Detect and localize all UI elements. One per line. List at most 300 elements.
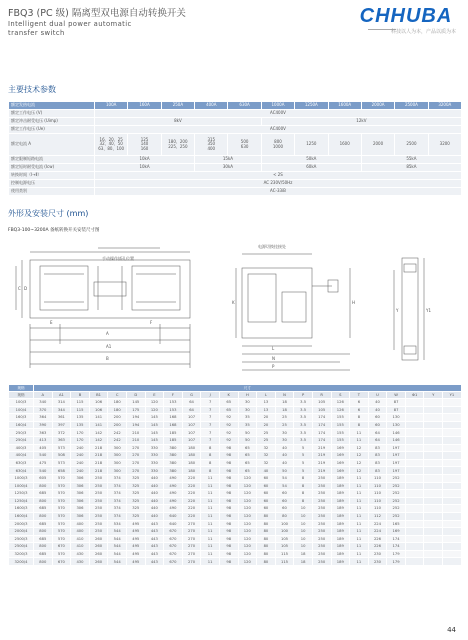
dims-table-cell: 670 <box>164 543 183 551</box>
dims-table-cell: 80 <box>257 535 276 543</box>
dims-subtitle: FBQ3-100~3200A 备纸转换开关安装尺寸图 <box>8 228 100 233</box>
dims-table-cell: 110 <box>368 482 387 490</box>
tech-table-value: 10kA <box>95 164 195 172</box>
dims-table-cell: 219 <box>312 467 331 475</box>
tech-table-value: AC400V <box>95 126 462 134</box>
dims-table-cell: 189 <box>331 482 350 490</box>
dims-table-cell: 180 <box>182 459 201 467</box>
tech-table-header-cell: 额定发热电流 <box>9 102 95 110</box>
dims-table-cell: 98 <box>219 467 238 475</box>
dims-table-row <box>9 550 462 558</box>
dims-table-column-label: K <box>219 392 238 399</box>
dims-table-cell: 169 <box>331 444 350 452</box>
dims-table-cell: 240 <box>71 452 90 460</box>
dims-table-cell: 8 <box>294 482 313 490</box>
dims-table-cell: 380 <box>164 452 183 460</box>
dims-table-cell: 250 <box>89 497 108 505</box>
dims-table-cell: 107 <box>182 421 201 429</box>
dims-table-cell: 6 <box>350 399 369 407</box>
dims-table-cell: 325 <box>126 505 145 513</box>
dims-table-cell: 12 <box>350 467 369 475</box>
tech-table-row <box>9 164 462 172</box>
tech-table-row-label: 转换时间（Ⅰ→Ⅱ） <box>9 172 95 180</box>
dims-table-cell: 98 <box>219 558 238 566</box>
dims-table-cell: 60 <box>275 505 294 513</box>
dims-table-cell: 11 <box>350 512 369 520</box>
dims-table-cell: 10 <box>294 505 313 513</box>
dims-table-cell: 189 <box>331 490 350 498</box>
dims-table-row <box>9 406 462 414</box>
dims-table-row <box>9 535 462 543</box>
dims-table-cell: 240 <box>71 467 90 475</box>
dims-table-cell: 8 <box>201 467 220 475</box>
dims-table-cell: 250 <box>312 474 331 482</box>
dims-table-cell: 145 <box>145 436 164 444</box>
dims-table-row <box>9 414 462 422</box>
dims-table-cell: 570 <box>52 505 71 513</box>
dims-table-cell: 252 <box>387 512 406 520</box>
front-view-body <box>30 260 190 318</box>
dims-table-cell: 430 <box>71 558 90 566</box>
dims-table-cell: 443 <box>145 543 164 551</box>
brand-slogan: 科技以人为本，产品以质为本 <box>390 29 456 35</box>
dims-table-cell: 440 <box>145 497 164 505</box>
dims-table-column-label: L <box>257 392 276 399</box>
dims-table-cell: 105 <box>275 543 294 551</box>
dims-table-cell <box>405 452 424 460</box>
dims-table-column-label: E <box>145 392 164 399</box>
dims-table-cell: 11 <box>201 490 220 498</box>
dims-table-cell: 25 <box>257 436 276 444</box>
dims-table-cell: 544 <box>108 535 127 543</box>
dims-table-cell <box>405 421 424 429</box>
dims-table-cell: 495 <box>126 520 145 528</box>
section-title-tech: 主要技术参数 <box>8 85 56 94</box>
dims-table-cell <box>424 543 443 551</box>
dims-table-cell: 8 <box>294 474 313 482</box>
dims-table-cell: 174 <box>387 535 406 543</box>
dims-table-cell: 120 <box>238 543 257 551</box>
dims-table-column-label: U <box>368 392 387 399</box>
dims-table-cell: 363 <box>34 429 53 437</box>
dims-table-cell: 11 <box>350 474 369 482</box>
dims-table-cell: 189 <box>331 558 350 566</box>
dims-table-row <box>9 490 462 498</box>
tech-table-row <box>9 172 462 180</box>
dims-table-cell: 670 <box>164 535 183 543</box>
dims-table-cell: 250 <box>89 474 108 482</box>
dims-table-cell: 306 <box>71 512 90 520</box>
dims-table-cell: 174 <box>312 421 331 429</box>
dims-table-cell: 60 <box>257 482 276 490</box>
dims-table-cell: 98 <box>219 452 238 460</box>
dims-table-cell: 40 <box>257 467 276 475</box>
dims-table-cell: 7 <box>201 429 220 437</box>
tech-table-value: 50kA <box>261 156 361 164</box>
dims-table-cell: 168 <box>164 421 183 429</box>
dims-table-cell: 270 <box>182 520 201 528</box>
dims-table-cell: 50 <box>238 429 257 437</box>
dims-table-cell: 197 <box>387 467 406 475</box>
dims-table-cell: 80 <box>257 512 276 520</box>
dims-table-cell <box>424 459 443 467</box>
dims-table-cell: 64 <box>182 406 201 414</box>
dims-table-column-label: F <box>164 392 183 399</box>
dims-table-column-label: A1 <box>52 392 71 399</box>
dims-table-cell: 8 <box>350 414 369 422</box>
dims-table-cell <box>405 482 424 490</box>
dims-table-cell: 490 <box>164 474 183 482</box>
dims-table-cell: 120 <box>238 558 257 566</box>
dims-table-cell <box>405 528 424 536</box>
dims-table-cell: 146 <box>387 429 406 437</box>
dims-table-cell: 197 <box>387 444 406 452</box>
dims-table-cell: 250 <box>312 550 331 558</box>
dims-table-column-row <box>9 392 462 399</box>
dims-table-row <box>9 467 462 475</box>
dims-table-cell: 270 <box>126 467 145 475</box>
dim-label-e: E <box>50 320 53 325</box>
dims-table-cell: 570 <box>52 512 71 520</box>
tech-table-header-cell: 1000A <box>261 102 294 110</box>
dims-table-cell: 115 <box>275 550 294 558</box>
dims-table-column-label: Y <box>424 392 443 399</box>
tech-table-header-cell: 1250A <box>295 102 328 110</box>
dims-table-cell: 185 <box>164 429 183 437</box>
dims-table-cell: 110 <box>368 505 387 513</box>
dims-table-cell: 10 <box>294 512 313 520</box>
dims-table-cell: 18 <box>275 406 294 414</box>
dims-table-cell: 60 <box>257 497 276 505</box>
dims-table-cell: 210 <box>126 429 145 437</box>
dims-table-cell: 260 <box>89 535 108 543</box>
page-header <box>0 0 468 64</box>
tech-spec-table <box>8 101 462 196</box>
tech-table-value: 2000 <box>361 134 394 156</box>
dims-table-row <box>9 474 462 482</box>
dims-table-cell: 11 <box>350 550 369 558</box>
dims-table-cell: 98 <box>219 444 238 452</box>
dims-table-cell: 60 <box>257 490 276 498</box>
dims-table-cell: 430 <box>71 550 90 558</box>
dims-table-cell: 220 <box>182 512 201 520</box>
dims-table-column-label: J <box>201 392 220 399</box>
tech-table-header-cell: 630A <box>228 102 261 110</box>
dims-table-cell: 145 <box>145 414 164 422</box>
dims-table-cell <box>405 550 424 558</box>
dims-table-cell: 30 <box>238 406 257 414</box>
dims-table-cell: 12 <box>350 452 369 460</box>
dims-table-cell: 300 <box>108 444 127 452</box>
dims-table-cell <box>424 474 443 482</box>
dims-table-cell: 80 <box>257 543 276 551</box>
dims-table-cell <box>424 490 443 498</box>
dims-table-cell: 250/3 <box>9 429 34 437</box>
dims-table-cell: 250 <box>312 497 331 505</box>
dims-table-cell <box>405 558 424 566</box>
dims-table-cell: 540 <box>34 452 53 460</box>
dims-table-cell: 11 <box>350 482 369 490</box>
dims-table-cell: 573 <box>52 444 71 452</box>
dims-table-cell: 230 <box>368 558 387 566</box>
tech-table-value: AC-33iB <box>95 188 462 196</box>
dims-table-cell: 54 <box>275 474 294 482</box>
dims-table-cell: 270 <box>182 528 201 536</box>
dims-table-cell: 7 <box>201 414 220 422</box>
diagram-label-top: 电源切换挂接处 <box>258 244 286 249</box>
dims-table-cell: 252 <box>387 482 406 490</box>
english-subtitle-line-2: transfer switch <box>8 29 65 37</box>
dims-table-cell: 250/4 <box>9 436 34 444</box>
dims-table-cell: 11 <box>201 550 220 558</box>
dim-label-f: F <box>150 320 153 325</box>
dims-table-cell: 443 <box>145 520 164 528</box>
dims-table-cell: 250 <box>89 505 108 513</box>
dims-table-cell: 685 <box>34 535 53 543</box>
dims-table-cell: 390 <box>34 421 53 429</box>
dims-table-cell: 250 <box>312 490 331 498</box>
dims-table-cell: 220 <box>182 505 201 513</box>
dims-table-cell: 20 <box>257 414 276 422</box>
dims-table-cell <box>424 505 443 513</box>
dims-table-cell: 115 <box>71 399 90 407</box>
dims-table-cell: 25 <box>257 429 276 437</box>
dims-table-cell: 670 <box>52 543 71 551</box>
dim-label-p: P <box>272 364 275 369</box>
diagram-label-handle: 手动操作插孔位置 <box>102 256 134 261</box>
dims-table-cell: 105 <box>312 399 331 407</box>
tech-table-value: 16、20、25 32、40、50 63、80、100 <box>95 134 128 156</box>
dims-table-cell: 250 <box>89 520 108 528</box>
dim-label-k: K <box>232 300 235 305</box>
dims-table-cell: 126 <box>331 399 350 407</box>
dims-table-row <box>9 459 462 467</box>
dims-table-cell: 180 <box>108 399 127 407</box>
dims-table-cell: 3200/3 <box>9 550 34 558</box>
dims-table-cell: 250 <box>312 543 331 551</box>
dims-table-column-label: H <box>238 392 257 399</box>
dims-table-cell: 270 <box>126 444 145 452</box>
dims-table-cell: 25 <box>275 414 294 422</box>
dims-table-cell: 670 <box>164 528 183 536</box>
front-view-right-section <box>132 266 180 310</box>
dims-table-cell: 413 <box>34 436 53 444</box>
dims-table-cell: 300 <box>108 452 127 460</box>
dims-table-cell: 10 <box>294 535 313 543</box>
dims-table-row <box>9 444 462 452</box>
dims-table-cell: 194 <box>126 414 145 422</box>
tech-table-header-cell: 1600A <box>328 102 361 110</box>
dims-table-column-label: C <box>108 392 127 399</box>
dims-table-cell: 11 <box>201 535 220 543</box>
dims-table-cell: 65 <box>238 444 257 452</box>
tech-table-row-label: 额定短时耐受电流 (Icw) <box>9 164 95 172</box>
dims-table-cell: 6 <box>350 406 369 414</box>
dims-table-cell: 107 <box>182 429 201 437</box>
dims-table-cell: 344 <box>52 406 71 414</box>
dims-table-column-label: T <box>350 392 369 399</box>
dims-table-cell: 98 <box>219 490 238 498</box>
dims-table-cell: 250 <box>89 490 108 498</box>
dims-table-cell: 540 <box>34 467 53 475</box>
dims-table-cell <box>443 467 462 475</box>
dims-table-cell: 80 <box>275 512 294 520</box>
dims-table-cell: 110 <box>368 497 387 505</box>
tech-table-header-cell: 2500A <box>395 102 428 110</box>
dims-table-row <box>9 429 462 437</box>
dims-table-cell: 98 <box>219 497 238 505</box>
dims-table-cell: 570 <box>52 497 71 505</box>
dims-table-column-label: B1 <box>89 392 108 399</box>
dims-table-column-label: W <box>387 392 406 399</box>
dims-table-cell: 11 <box>350 429 369 437</box>
tech-table-value: 55kA <box>361 156 461 164</box>
dims-table-cell <box>405 429 424 437</box>
dims-table-cell <box>405 406 424 414</box>
tech-table-header-cell: 2000A <box>361 102 394 110</box>
dims-table-cell: 2000/3 <box>9 520 34 528</box>
dims-table-cell: 13 <box>257 406 276 414</box>
dims-table-cell: 670 <box>52 558 71 566</box>
dims-table-cell: 35 <box>238 414 257 422</box>
dims-table-cell: 1250/3 <box>9 490 34 498</box>
dims-table-cell: 250 <box>312 505 331 513</box>
dims-table-cell: 98 <box>219 528 238 536</box>
dims-table-cell: 110 <box>368 490 387 498</box>
dims-table-cell: 260 <box>89 543 108 551</box>
dims-table-cell: 18 <box>294 550 313 558</box>
dims-table-cell: 174 <box>312 429 331 437</box>
dims-table-cell: 3.5 <box>294 421 313 429</box>
tech-table-header-cell: 250A <box>161 102 194 110</box>
dims-table-cell: 153 <box>164 406 183 414</box>
dims-table-cell: 325 <box>126 474 145 482</box>
dims-table-cell: 270 <box>182 535 201 543</box>
dims-table-cell: 640 <box>164 520 183 528</box>
dims-table-cell: 120 <box>238 520 257 528</box>
dims-table-cell: 98 <box>219 550 238 558</box>
dims-table-cell: 11 <box>350 520 369 528</box>
dims-table-column-label: P <box>294 392 313 399</box>
dims-table-cell: 11 <box>350 543 369 551</box>
dims-table-cell: 380 <box>164 459 183 467</box>
dims-table-cell: 570 <box>52 528 71 536</box>
dims-table-cell: 270 <box>182 558 201 566</box>
tech-table-row-label: 额定工作电压 (V) <box>9 110 95 118</box>
dim-label-l: L <box>272 346 275 351</box>
dims-table-cell: 252 <box>387 474 406 482</box>
dims-table-cell: 83 <box>368 467 387 475</box>
dims-table-cell: 250 <box>312 482 331 490</box>
dims-table-row <box>9 399 462 407</box>
dims-table-cell: 175 <box>126 406 145 414</box>
dims-table-cell: 98 <box>219 543 238 551</box>
dims-table-cell: 60 <box>368 414 387 422</box>
dims-table-cell <box>443 505 462 513</box>
dims-table-cell: 1600/3 <box>9 505 34 513</box>
dims-table-cell: 80 <box>257 558 276 566</box>
dims-table-cell: 189 <box>331 535 350 543</box>
dims-table-cell: 107 <box>182 436 201 444</box>
dims-table-cell: 98 <box>219 505 238 513</box>
dims-table-cell: 7 <box>201 399 220 407</box>
dims-table-cell: 330 <box>145 467 164 475</box>
dims-table-column-label: B <box>71 392 90 399</box>
dims-table-cell: 544 <box>108 528 127 536</box>
dims-table-cell: 135 <box>71 414 90 422</box>
dims-table-row <box>9 558 462 566</box>
tech-table-row-label: 额定冲击耐受电压 (Uimp) <box>9 118 95 126</box>
dims-table-cell: 112 <box>368 512 387 520</box>
dims-table-row <box>9 512 462 520</box>
dims-table-row <box>9 520 462 528</box>
dims-table-cell: 670 <box>164 558 183 566</box>
dims-table-cell: 325 <box>126 490 145 498</box>
dims-table-cell: 11 <box>350 535 369 543</box>
dims-table-cell: 240 <box>71 459 90 467</box>
dims-table-cell: 98 <box>219 474 238 482</box>
dims-table-cell: 306 <box>71 482 90 490</box>
dims-table-cell: 440 <box>145 482 164 490</box>
dims-table-row <box>9 543 462 551</box>
dims-table-cell: 153 <box>164 399 183 407</box>
tech-table-row <box>9 188 462 196</box>
dims-table-cell: 800 <box>34 528 53 536</box>
dims-table-cell: 105 <box>275 535 294 543</box>
dims-table-cell: 32 <box>257 459 276 467</box>
page-title: FBQ3 (PC 级) 隔离型双电源自动转换开关 <box>8 8 186 19</box>
dims-table-cell: 685 <box>34 490 53 498</box>
dims-table-cell: 7 <box>201 436 220 444</box>
dims-table-cell: 106 <box>89 399 108 407</box>
dims-table-cell: 8 <box>294 490 313 498</box>
dims-table-cell: 160/3 <box>9 414 34 422</box>
dims-table-cell: 8 <box>201 444 220 452</box>
dims-table-cell <box>405 497 424 505</box>
dims-table-row <box>9 436 462 444</box>
dims-table-cell: 10 <box>294 528 313 536</box>
dims-table-cell: 7 <box>201 406 220 414</box>
dims-table-row <box>9 497 462 505</box>
dims-table-cell: 800 <box>34 543 53 551</box>
dims-table-cell: 50 <box>275 467 294 475</box>
dims-table-cell: 374 <box>108 505 127 513</box>
dims-table-cell: 3.5 <box>294 406 313 414</box>
dims-table-cell: 130 <box>387 414 406 422</box>
dims-table-cell: 10 <box>294 543 313 551</box>
dims-table-cell: 25 <box>275 421 294 429</box>
dims-table-cell: 10 <box>294 520 313 528</box>
dims-table-cell: 800 <box>34 482 53 490</box>
dims-table-cell: 380 <box>164 444 183 452</box>
dims-table-row <box>9 452 462 460</box>
dims-table-cell <box>405 459 424 467</box>
dims-table-cell: 189 <box>331 505 350 513</box>
dims-table-column-label: D <box>126 392 145 399</box>
dims-table-cell: 3.5 <box>294 436 313 444</box>
dims-table-cell: 630/3 <box>9 459 34 467</box>
dims-table-cell <box>424 444 443 452</box>
dims-table-cell: 194 <box>126 421 145 429</box>
dims-table-cell: 219 <box>312 459 331 467</box>
dims-table-cell: 5 <box>294 452 313 460</box>
dims-table-cell: 306 <box>71 474 90 482</box>
tech-table-row <box>9 180 462 188</box>
dims-table-cell <box>443 436 462 444</box>
dims-table-cell: 300 <box>108 459 127 467</box>
dims-table-cell: 130 <box>387 421 406 429</box>
dims-table-cell: 250 <box>312 535 331 543</box>
